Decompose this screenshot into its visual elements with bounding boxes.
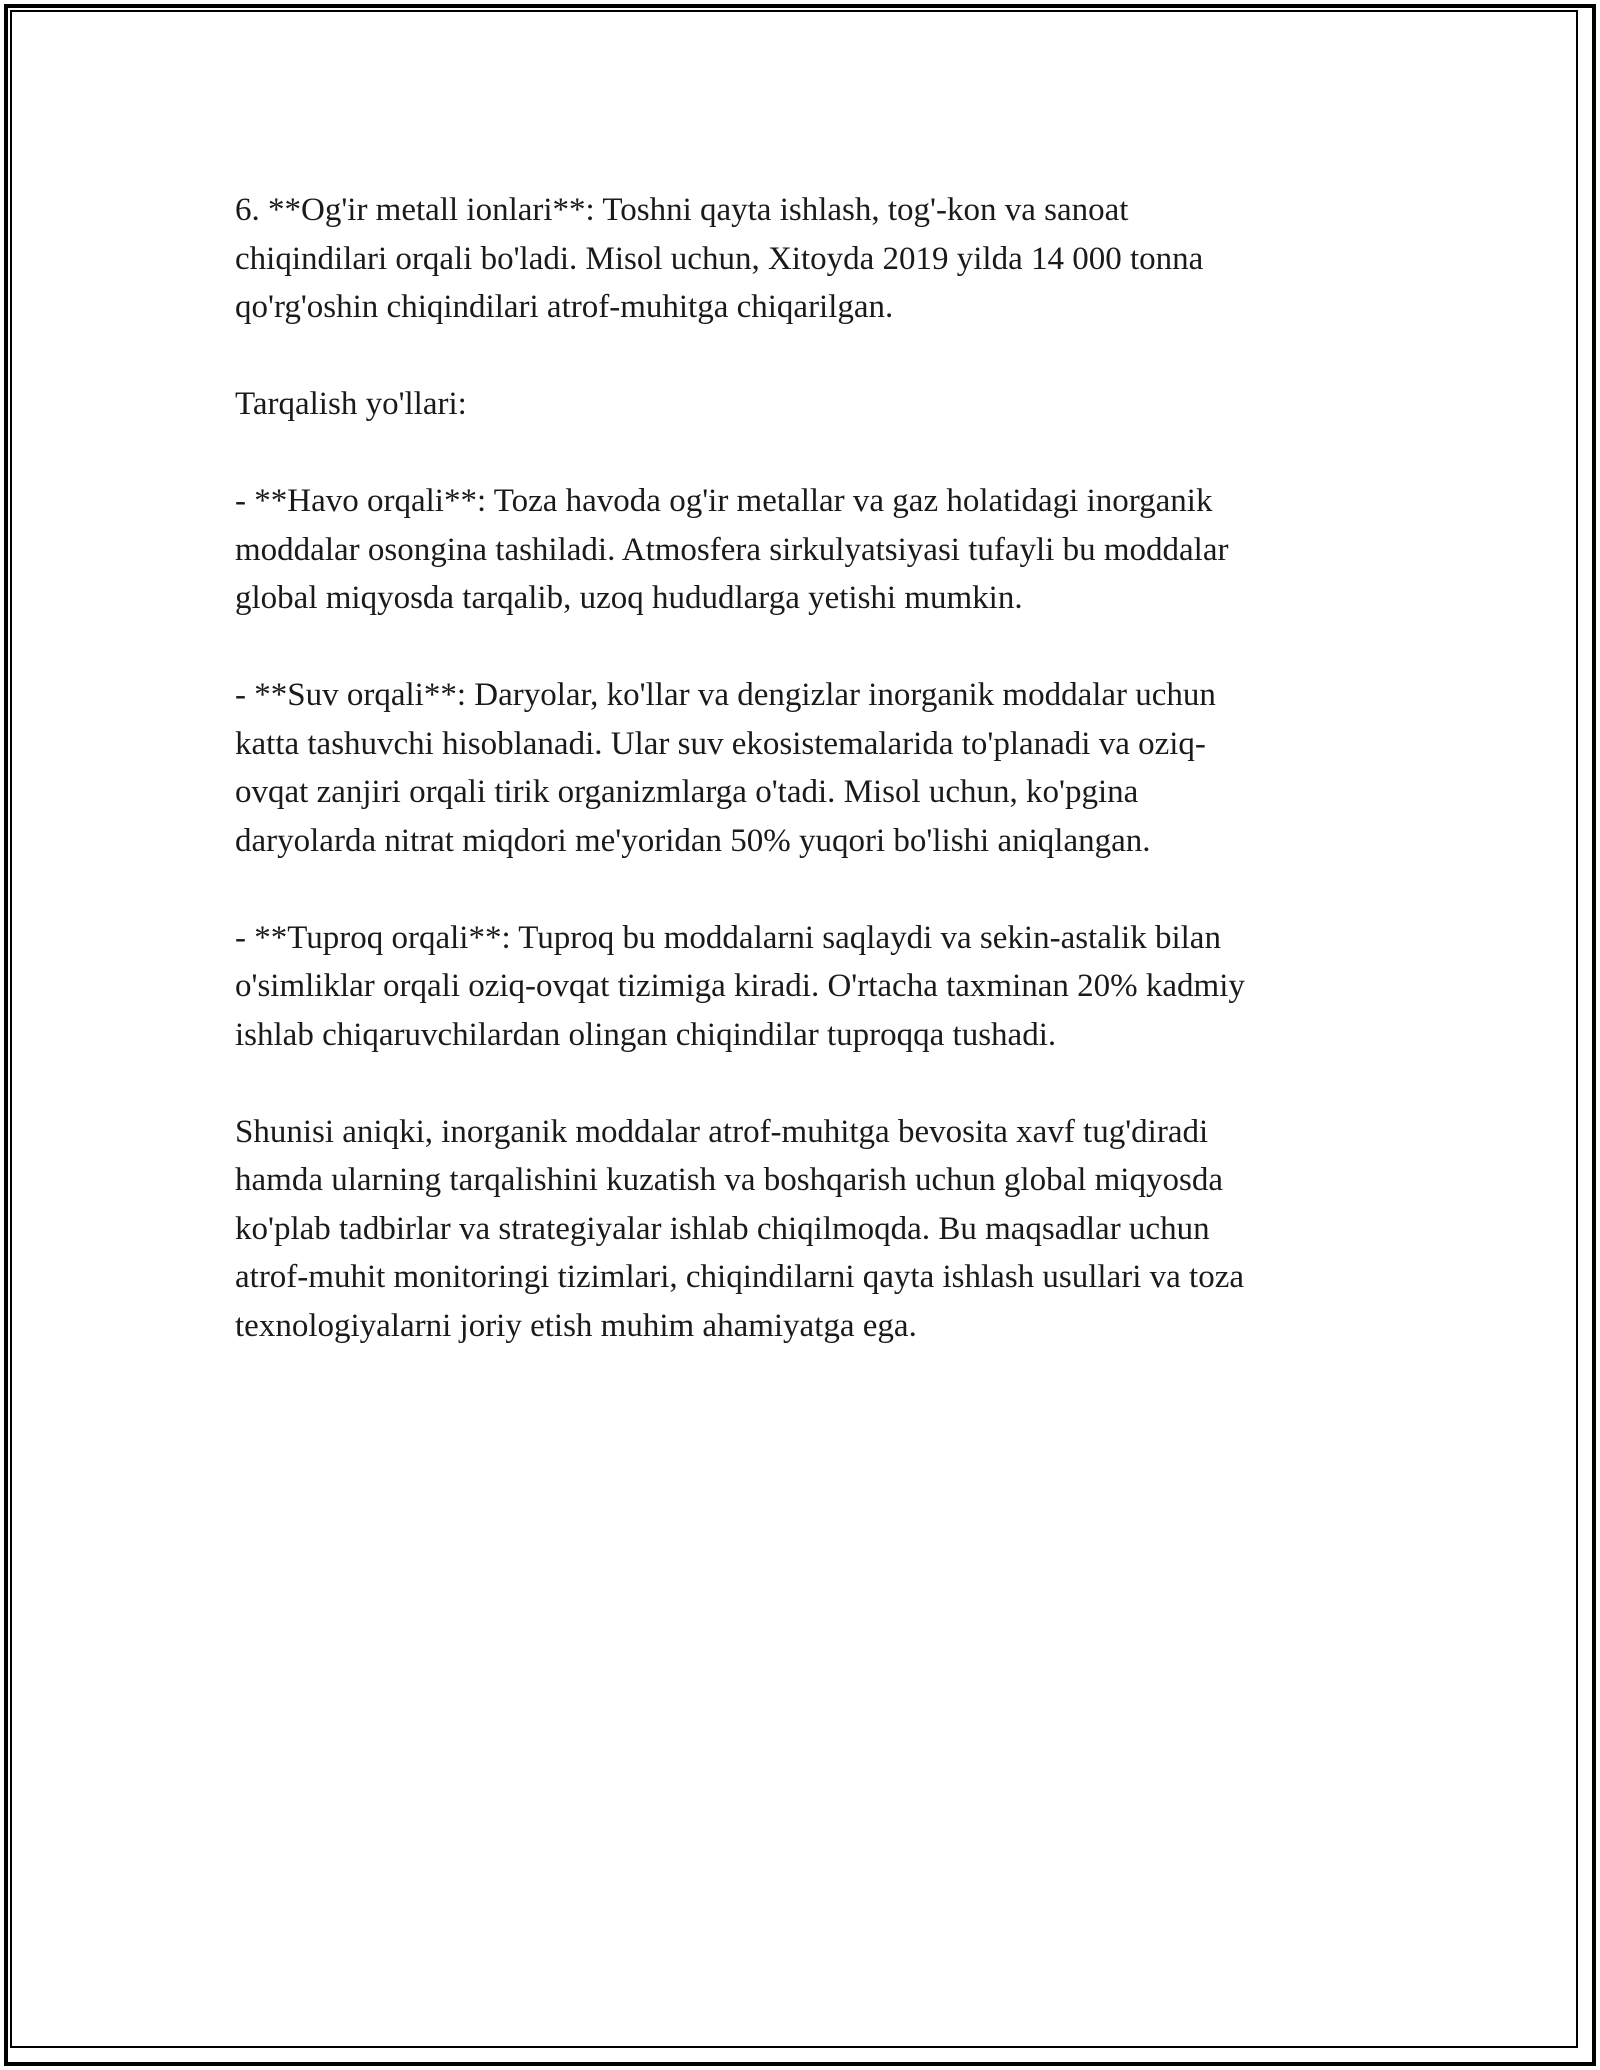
paragraph-heavy-metals: 6. **Og'ir metall ionlari**: Toshni qayta ishlash, tog'-kon va sanoat chiqindilari orqali bo'ladi. Misol uchun, Xitoyda 2019 yilda 14 000 tonna qo'rg'oshin chiqindilari atrof-muhitga chiqarilgan. (235, 192, 1204, 325)
paragraph-air-route: - **Havo orqali**: Toza havoda og'ir metallar va gaz holatidagi inorganik moddalar osongina tashiladi. Atmosfera sirkulyatsiyasi tufayli bu moddalar global miqyosda tarqalib, uzoq hududlarga yetishi mumkin. (235, 483, 1229, 616)
paragraph-conclusion: Shunisi aniqki, inorganik moddalar atrof-muhitga bevosita xavf tug'diradi hamda ularning tarqalishini kuzatish va boshqarish uchun global miqyosda ko'plab tadbirlar va strategiyalar ishlab chiqilmoqda. Bu maqsadlar uchun atrof-muhit monitoringi tizimlari, chiqindilarni qayta ishlash usullari va toza texnologiyalarni joriy etish muhim ahamiyatga ega. (235, 1113, 1245, 1344)
paragraph-water-route: - **Suv orqali**: Daryolar, ko'llar va dengizlar inorganik moddalar uchun katta tashuvchi hisoblanadi. Ular suv ekosistemalarida to'planadi va oziq- ovqat zanjiri orqali tirik organizmlarga o'tadi. Misol uchun, ko'pgina daryolarda nitrat miqdori me'yoridan 50% yuqori bo'lishi aniqlangan. (235, 677, 1216, 859)
document-body (235, 186, 1375, 1399)
paragraph-soil-route: - **Tuproq orqali**: Tuproq bu moddalarni saqlaydi va sekin-astalik bilan o'simliklar orqali oziq-ovqat tizimiga kiradi. O'rtacha taxminan 20% kadmiy ishlab chiqaruvchilardan olingan chiqindilar tuproqqa tushadi. (235, 919, 1245, 1053)
paragraph-spread-routes-heading: Tarqalish yo'llari: (235, 386, 467, 422)
